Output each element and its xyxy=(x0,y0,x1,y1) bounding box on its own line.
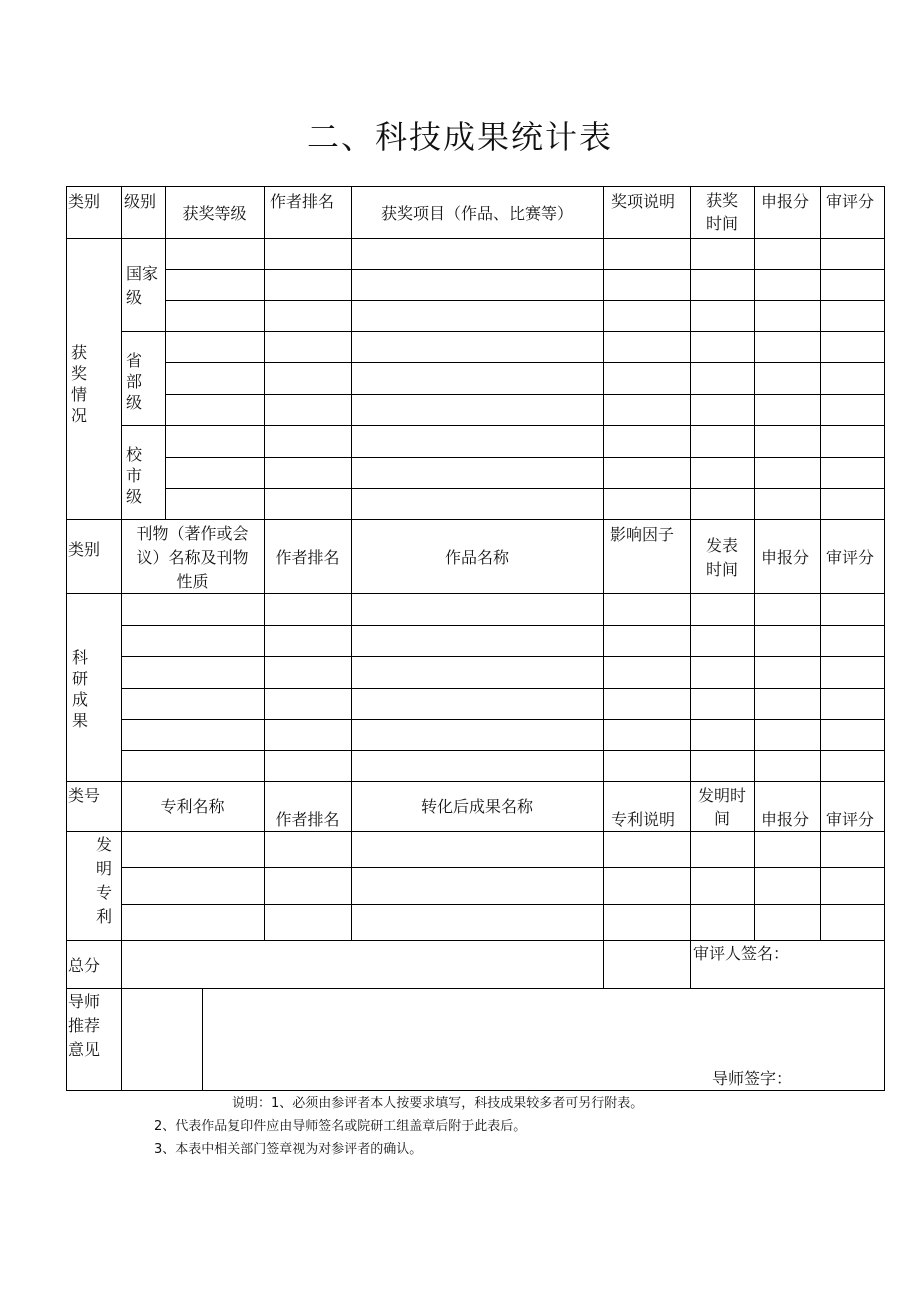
patent-group-label: 发明专利 xyxy=(95,835,112,926)
row-line xyxy=(66,519,885,520)
row-line xyxy=(121,750,885,751)
research-header-journal-line3: 性质 xyxy=(176,572,209,591)
col-line xyxy=(121,940,122,988)
research-header-author-rank: 作者排名 xyxy=(275,548,340,567)
row-line xyxy=(121,331,885,332)
awards-header-grade: 获奖等级 xyxy=(182,204,247,223)
awards-header-project: 获奖项目（作品、比赛等） xyxy=(380,204,573,223)
row-line xyxy=(66,781,885,782)
awards-header-note: 奖项说明 xyxy=(611,192,676,211)
patent-header-converted: 转化后成果名称 xyxy=(420,797,533,816)
row-line xyxy=(121,425,885,426)
research-header-work-name: 作品名称 xyxy=(444,548,509,567)
col-line xyxy=(121,186,122,519)
row-line xyxy=(121,904,885,905)
awards-header-category: 类别 xyxy=(68,192,101,211)
row-line xyxy=(165,362,885,363)
col-line xyxy=(202,988,203,1090)
col-line xyxy=(603,940,604,988)
col-line xyxy=(351,186,352,519)
row-line xyxy=(165,269,885,270)
row-line xyxy=(165,457,885,458)
border-right xyxy=(884,186,885,1091)
col-line xyxy=(603,186,604,519)
row-line xyxy=(66,988,885,989)
col-line xyxy=(820,519,821,781)
research-header-reviewed: 审评分 xyxy=(826,548,875,567)
awards-group-label: 获奖情况 xyxy=(70,343,87,425)
row-line xyxy=(121,656,885,657)
patent-header-note: 专利说明 xyxy=(611,810,676,829)
col-line xyxy=(754,519,755,781)
research-header-category: 类别 xyxy=(68,540,101,559)
level-school: 校市级 xyxy=(125,445,142,506)
reviewer-signature-label: 审评人签名： xyxy=(693,944,790,963)
research-header-pubtime-line2: 时间 xyxy=(705,560,738,579)
page-title: 二、科技成果统计表 xyxy=(306,118,613,156)
col-line xyxy=(603,781,604,940)
advisor-signature-label: 导师签字： xyxy=(712,1069,793,1088)
awards-header-reviewed: 审评分 xyxy=(826,192,875,211)
patent-header-name: 专利名称 xyxy=(160,797,225,816)
patent-header-category: 类号 xyxy=(68,786,101,805)
patent-header-claimed: 申报分 xyxy=(761,810,810,829)
border-top xyxy=(66,186,885,187)
research-group-label: 科研成果 xyxy=(71,648,88,730)
level-provincial: 省部级 xyxy=(125,351,142,412)
row-line xyxy=(165,394,885,395)
row-line xyxy=(121,625,885,626)
col-line xyxy=(754,186,755,519)
research-header-pubtime-line1: 发表 xyxy=(705,536,738,555)
row-line xyxy=(121,719,885,720)
patent-header-time-line1: 发明时 xyxy=(697,786,746,805)
col-line xyxy=(165,186,166,519)
note-3: 3、本表中相关部门签章视为对参评者的确认。 xyxy=(154,1142,423,1157)
awards-header-author-rank: 作者排名 xyxy=(270,192,335,211)
col-line xyxy=(264,781,265,940)
research-header-journal-line2: 议）名称及刊物 xyxy=(136,548,249,567)
border-left xyxy=(66,186,67,1091)
row-line xyxy=(121,867,885,868)
row-line xyxy=(66,940,885,941)
awards-header-time-line1: 获奖 xyxy=(705,191,738,210)
note-2: 2、代表作品复印件应由导师签名或院研工组盖章后附于此表后。 xyxy=(154,1119,527,1134)
col-line xyxy=(754,781,755,940)
col-line xyxy=(820,781,821,940)
row-line xyxy=(121,688,885,689)
col-line xyxy=(690,940,691,988)
patent-header-reviewed: 审评分 xyxy=(826,810,875,829)
research-header-impact: 影响因子 xyxy=(610,525,675,544)
col-line xyxy=(820,186,821,519)
patent-header-author-rank: 作者排名 xyxy=(275,810,340,829)
awards-header-level: 级别 xyxy=(124,192,157,211)
research-header-claimed: 申报分 xyxy=(761,548,810,567)
row-line xyxy=(66,238,885,239)
level-national: 国家级 xyxy=(126,264,159,307)
col-line xyxy=(603,519,604,781)
patent-header-time-line2: 间 xyxy=(713,809,730,828)
advisor-label: 导师推荐意见 xyxy=(68,992,101,1059)
awards-header-time-line2: 时间 xyxy=(705,214,738,233)
research-header-journal-line1: 刊物（著作或会 xyxy=(136,524,249,543)
note-1: 说明：1、必须由参评者本人按要求填写，科技成果较多者可另行附表。 xyxy=(232,1096,644,1111)
col-line xyxy=(121,988,122,1090)
awards-header-claimed: 申报分 xyxy=(761,192,810,211)
col-line xyxy=(264,186,265,519)
row-line xyxy=(165,300,885,301)
total-label: 总分 xyxy=(68,956,101,975)
row-line xyxy=(165,488,885,489)
